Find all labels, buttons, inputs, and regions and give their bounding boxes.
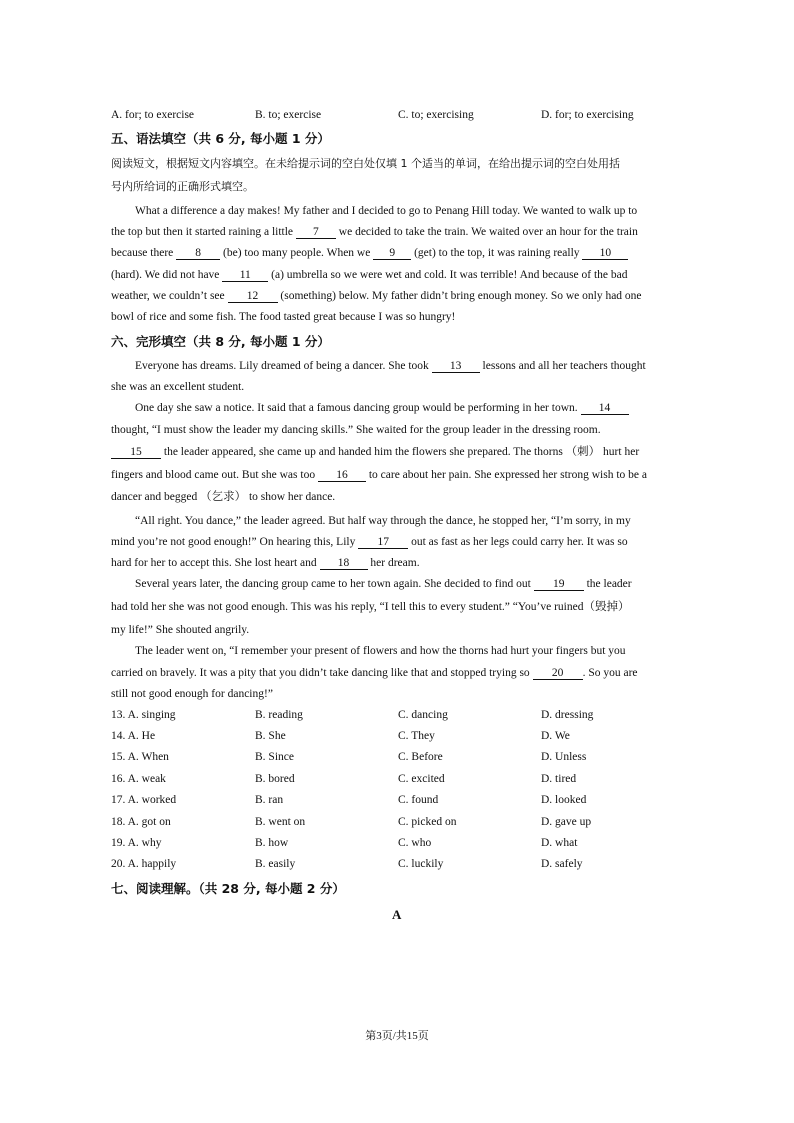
option-c[interactable]: C. dancing bbox=[398, 709, 448, 721]
passage5-line: bowl of rice and some fish. The food tasted great because I was so hungry! bbox=[111, 311, 456, 323]
option-a[interactable]: 15. A. When bbox=[111, 751, 169, 763]
text: (something) below. My father didn’t bring enough money. So we only had one bbox=[277, 290, 642, 302]
blank-12[interactable]: 12 bbox=[228, 290, 278, 303]
section5-instruction-line2: 号内所给词的正确形式填空。 bbox=[111, 180, 254, 193]
passage5-line bbox=[111, 268, 628, 282]
section5-heading: 五、语法填空（共 6 分, 每小题 1 分） bbox=[111, 131, 330, 146]
passage6-line: still not good enough for dancing!” bbox=[111, 688, 273, 700]
option-b[interactable]: B. easily bbox=[255, 858, 296, 870]
option-a[interactable]: 16. A. weak bbox=[111, 773, 166, 785]
option-b[interactable]: B. reading bbox=[255, 709, 303, 721]
section6-heading: 六、完形填空（共 8 分, 每小题 1 分） bbox=[111, 334, 330, 349]
blank-20[interactable]: 20 bbox=[533, 667, 583, 680]
option-b[interactable]: B. how bbox=[255, 837, 289, 849]
option-d[interactable]: D. dressing bbox=[541, 709, 594, 721]
text: fingers and blood came out. But she was too bbox=[111, 469, 318, 481]
text: Several years later, the dancing group came to her town again. She decided to find out bbox=[135, 578, 534, 590]
passage6-line: “All right. You dance,” the leader agreed. But half way through the dance, he stopped her, “I’m sorry, in my bbox=[135, 515, 631, 527]
option-d[interactable]: D. We bbox=[541, 730, 570, 742]
passage6-line bbox=[111, 666, 638, 680]
passage6-line bbox=[135, 359, 646, 373]
option-c[interactable]: C. found bbox=[398, 794, 439, 806]
option-c[interactable]: C. luckily bbox=[398, 858, 444, 870]
text: we decided to take the train. We waited over an hour for the train bbox=[335, 226, 638, 238]
blank-9[interactable]: 9 bbox=[373, 247, 411, 260]
text: carried on bravely. It was a pity that you didn’t take dancing like that and stopped trying so bbox=[111, 667, 533, 679]
text: the leader bbox=[583, 578, 632, 590]
option-d[interactable]: D. gave up bbox=[541, 816, 592, 828]
passage6-line: thought, “I must show the leader my dancing skills.” She waited for the group leader in the dressing room. bbox=[111, 424, 601, 436]
blank-10[interactable]: 10 bbox=[582, 247, 628, 260]
blank-15[interactable]: 15 bbox=[111, 446, 161, 459]
passage6-line bbox=[111, 445, 639, 459]
passage5-line bbox=[111, 289, 642, 303]
option-d[interactable]: D. what bbox=[541, 837, 578, 849]
blank-17[interactable]: 17 bbox=[358, 536, 408, 549]
option-c[interactable]: C. Before bbox=[398, 751, 443, 763]
page-footer: 第3页/共15页 bbox=[365, 1030, 429, 1042]
blank-14[interactable]: 14 bbox=[581, 402, 629, 415]
option-a[interactable]: 13. A. singing bbox=[111, 709, 176, 721]
passage5-line bbox=[111, 246, 628, 260]
text: weather, we couldn’t see bbox=[111, 290, 228, 302]
blank-19[interactable]: 19 bbox=[534, 578, 584, 591]
option-b[interactable]: B. went on bbox=[255, 816, 306, 828]
passage6-line bbox=[111, 535, 628, 549]
passage5-line bbox=[135, 204, 637, 218]
option-c: C. to; exercising bbox=[398, 109, 474, 121]
option-d[interactable]: D. Unless bbox=[541, 751, 587, 763]
option-a[interactable]: 14. A. He bbox=[111, 730, 156, 742]
option-c[interactable]: C. picked on bbox=[398, 816, 457, 828]
blank-13[interactable]: 13 bbox=[432, 360, 480, 373]
option-d[interactable]: D. safely bbox=[541, 858, 583, 870]
text: to care about her pain. She expressed her strong wish to be a bbox=[365, 469, 647, 481]
blank-8[interactable]: 8 bbox=[176, 247, 220, 260]
passage-a-title: A bbox=[392, 907, 402, 922]
passage6-line: dancer and begged （乞求） to show her dance. bbox=[111, 491, 336, 503]
passage6-line: she was an excellent student. bbox=[111, 381, 245, 393]
option-b[interactable]: B. bored bbox=[255, 773, 295, 785]
text: lessons and all her teachers thought bbox=[479, 360, 646, 372]
option-c[interactable]: C. who bbox=[398, 837, 432, 849]
option-d[interactable]: D. tired bbox=[541, 773, 577, 785]
passage6-line: my life!” She shouted angrily. bbox=[111, 624, 250, 636]
passage5-line bbox=[111, 225, 638, 239]
passage6-line bbox=[111, 468, 647, 482]
text: (a) umbrella so we were wet and cold. It was terrible! And because of the bad bbox=[268, 269, 628, 281]
text: What a difference a day makes! My father and I decided to go to Penang Hill today. We wanted to walk up to bbox=[135, 205, 638, 217]
option-c[interactable]: C. excited bbox=[398, 773, 445, 785]
text: her dream. bbox=[367, 557, 420, 569]
passage6-line bbox=[135, 401, 629, 415]
option-c[interactable]: C. They bbox=[398, 730, 435, 742]
option-b: B. to; exercise bbox=[255, 109, 322, 121]
blank-11[interactable]: 11 bbox=[222, 269, 268, 282]
blank-16[interactable]: 16 bbox=[318, 469, 366, 482]
text: the top but then it started raining a little bbox=[111, 226, 296, 238]
text: (hard). We did not have bbox=[111, 269, 223, 281]
section5-instruction-line1: 阅读短文，根据短文内容填空。在未给提示词的空白处仅填 1 个适当的单词，在给出提示词的空白处用括 bbox=[111, 157, 620, 170]
option-a[interactable]: 17. A. worked bbox=[111, 794, 177, 806]
blank-7[interactable]: 7 bbox=[296, 226, 336, 239]
option-b[interactable]: B. She bbox=[255, 730, 286, 742]
text: mind you’re not good enough!” On hearing this, Lily bbox=[111, 536, 359, 548]
option-a[interactable]: 18. A. got on bbox=[111, 816, 171, 828]
text: (be) too many people. When we bbox=[220, 247, 374, 259]
option-d: D. for; to exercising bbox=[541, 109, 634, 121]
option-d[interactable]: D. looked bbox=[541, 794, 587, 806]
passage6-line bbox=[111, 556, 420, 570]
passage6-line bbox=[135, 577, 632, 591]
option-a[interactable]: 19. A. why bbox=[111, 837, 162, 849]
text: (get) to the top, it was raining really bbox=[411, 247, 583, 259]
text: Everyone has dreams. Lily dreamed of being a dancer. She took bbox=[135, 360, 432, 372]
option-a: A. for; to exercise bbox=[111, 109, 195, 121]
text: out as fast as her legs could carry her. It was so bbox=[408, 536, 628, 548]
text: the leader appeared, she came up and handed him the flowers she prepared. The thorns （刺） hurt her bbox=[161, 446, 640, 458]
passage6-line: The leader went on, “I remember your present of flowers and how the thorns had hurt your fingers but you bbox=[135, 645, 626, 657]
text: hard for her to accept this. She lost heart and bbox=[111, 557, 320, 569]
option-a[interactable]: 20. A. happily bbox=[111, 858, 177, 870]
passage6-line: had told her she was not good enough. This was his reply, “I tell this to every student.” “You’ve ruined（毁掉） bbox=[111, 601, 630, 613]
section7-heading: 七、阅读理解。（共 28 分, 每小题 2 分） bbox=[111, 881, 345, 896]
text: . So you are bbox=[582, 667, 638, 679]
blank-18[interactable]: 18 bbox=[320, 557, 368, 570]
option-b[interactable]: B. ran bbox=[255, 794, 284, 806]
option-b[interactable]: B. Since bbox=[255, 751, 294, 763]
text: because there bbox=[111, 247, 177, 259]
text: One day she saw a notice. It said that a famous dancing group would be performing in her town. bbox=[135, 402, 581, 414]
